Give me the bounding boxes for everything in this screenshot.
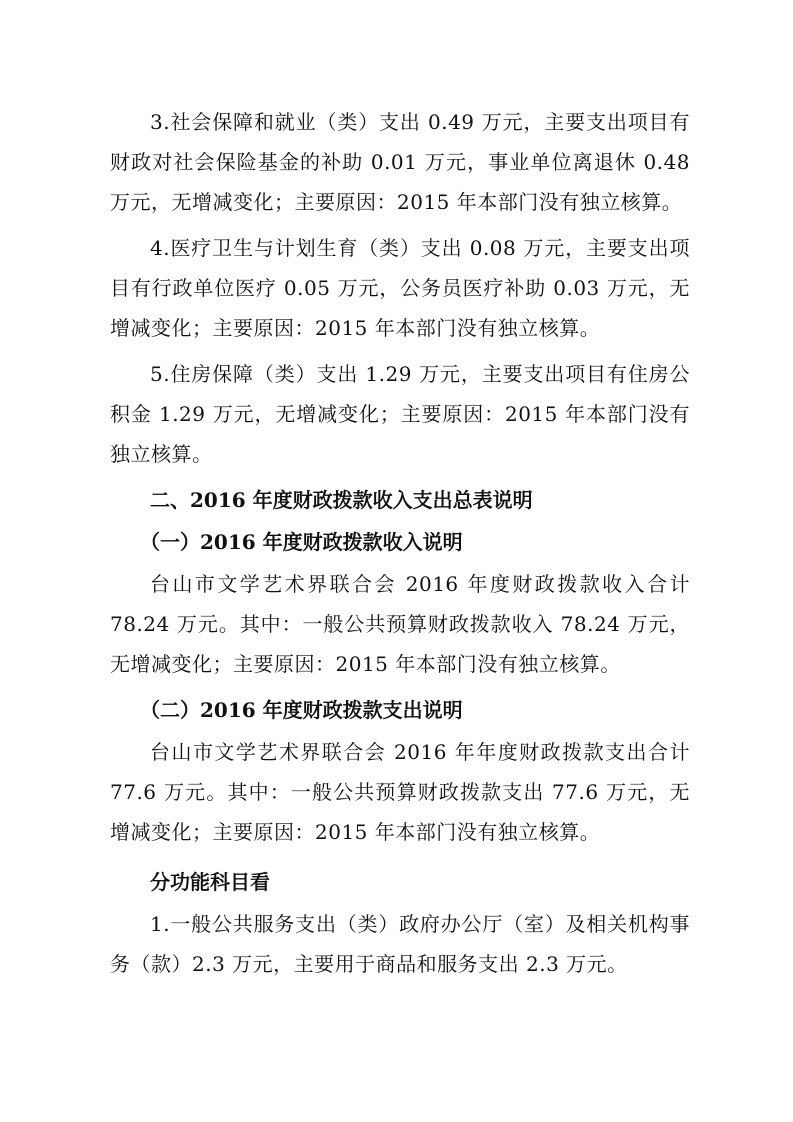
function-subject-heading: 分功能科目看 xyxy=(150,870,270,894)
paragraph-expense: 台山市文学艺术界联合会 2016 年年度财政拨款支出合计 77.6 万元。其中：一般公共预算财政拨款支出 77.6 万元，无增减变化；主要原因：2015 年本部门没有独立核算。 xyxy=(110,740,690,844)
subheading-expense: （二）2016 年度财政拨款支出说明 xyxy=(140,698,463,722)
paragraph-social-security: 3.社会保障和就业（类）支出 0.49 万元，主要支出项目有财政对社会保险基金的补助 0.01 万元，事业单位离退休 0.48 万元，无增减变化；主要原因：2015 年本部门没有独立核算。 xyxy=(110,110,690,214)
paragraph-medical: 4.医疗卫生与计划生育（类）支出 0.08 万元，主要支出项目有行政单位医疗 0.05 万元，公务员医疗补助 0.03 万元，无增减变化；主要原因：2015 年本部门没有独立核算。 xyxy=(110,236,690,340)
paragraph-housing: 5.住房保障（类）支出 1.29 万元，主要支出项目有住房公积金 1.29 万元，无增减变化；主要原因：2015 年本部门没有独立核算。 xyxy=(110,362,690,466)
subheading-income: （一）2016 年度财政拨款收入说明 xyxy=(140,530,463,554)
section-heading-2: 二、2016 年度财政拨款收入支出总表说明 xyxy=(150,488,533,512)
paragraph-income: 台山市文学艺术界联合会 2016 年度财政拨款收入合计 78.24 万元。其中：一般公共预算财政拨款收入 78.24 万元，无增减变化；主要原因：2015 年本部门没有独立核算。 xyxy=(110,572,690,676)
paragraph-general-services: 1.一般公共服务支出（类）政府办公厅（室）及相关机构事务（款）2.3 万元，主要用于商品和服务支出 2.3 万元。 xyxy=(110,912,690,976)
